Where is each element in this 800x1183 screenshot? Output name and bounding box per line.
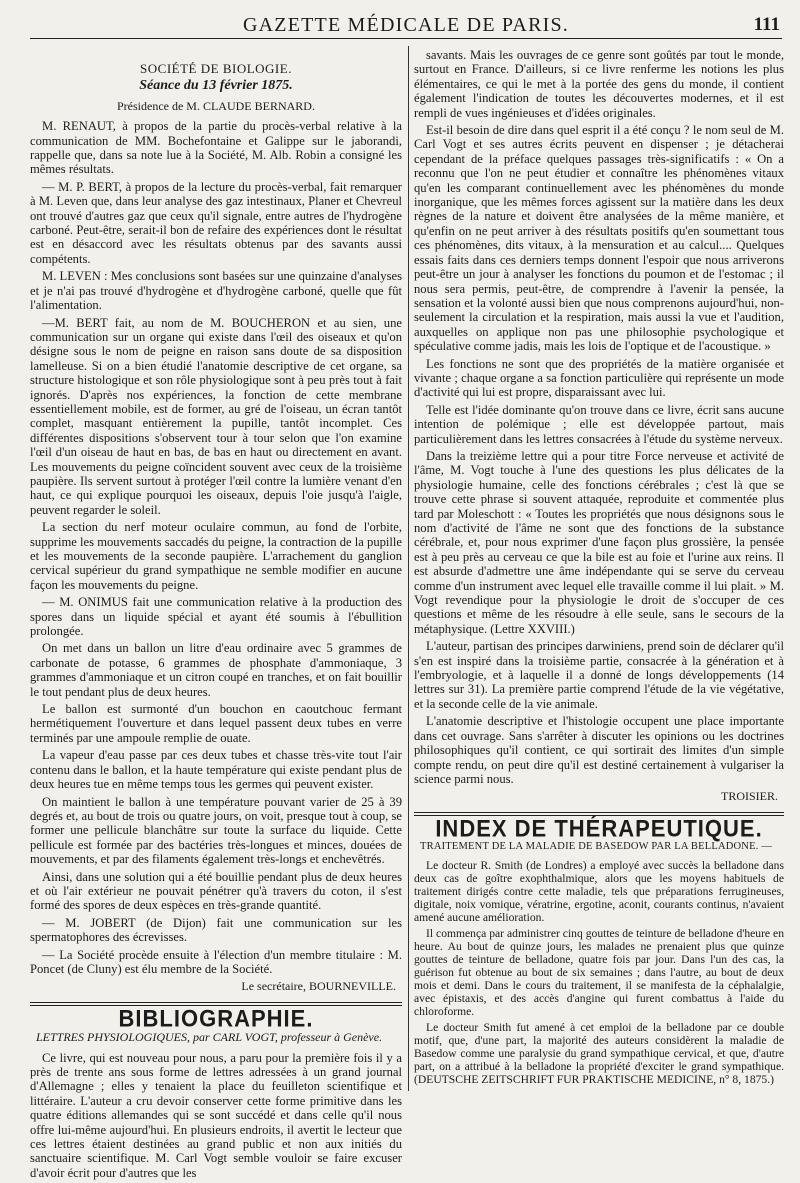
paragraph: L'auteur, partisan des principes darwiniens, prend soin de déclarer qu'il s'en est inspiré dans la troisième partie, consacrée à la génération et à l'embryologie, et à laquelle il a donné de longs développements (14 lettres sur 31). La première partie comprend l'étude de la vie végétative, et la seconde celle de la vie animale. — [414, 639, 784, 711]
paragraph: Dans la treizième lettre qui a pour titre Force nerveuse et activité de l'âme, M. Vogt touche à l'une des questions les plus délicates de la physiologie humaine, celle des fonctions cérébrales ; c'est là que se trouve cette phrase si souvent attaquée, reproduite et commentée plus tard par Moleschott : « Toutes les propriétés que nous désignons sous le nom d'activité de l'âme ne sont que des fonctions de la substance cérébrale, et, pour nous exprimer d'une façon plus grossière, la pensée est à peu près au cerveau ce que la bile est au foie et l'urine aux reins. Il est absurde d'admettre une âme indépendante qui se serve du cerveau comme d'un instrument avec lequel elle travaille comme il lui plait. » M. Vogt revendique pour la physiologie le droit de s'occuper de ces questions et même de les résoudre à elle seule, sans le secours de la métaphysique. (Lettre XXVIII.) — [414, 448, 784, 636]
paragraph: — La Société procède ensuite à l'élection d'un membre titulaire : M. Poncet (de Cluny) est élu membre de la Société. — [30, 947, 402, 976]
left-column — [30, 48, 402, 1183]
bibliography-heading: BIBLIOGRAPHIE. — [118, 1004, 314, 1032]
paragraph: — M. P. BERT, à propos de la lecture du procès-verbal, fait remarquer à M. Leven que, dans leur analyse des gaz intestinaux, Planer et Chevreul ont trouvé d'autres gaz que ceux qu'il signale, entre autres de l'hydrogène carboné. Peut-être, serait-il bon de refaire des expériences dont le résultat est en désaccord avec les résultats obtenus par des savants aussi compétents. — [30, 179, 402, 266]
paragraph: — M. JOBERT (de Dijon) fait une communication sur les spermatophores des écrevisses. — [30, 915, 402, 945]
bibliography-subtitle: LETTRES PHYSIOLOGIQUES, par CARL VOGT, professeur à Genève. — [36, 1030, 383, 1045]
presidency-line: Présidence de M. CLAUDE BERNARD. — [117, 98, 315, 113]
paragraph: Le docteur Smith fut amené à cet emploi de la belladone par ce double motif, que, d'une part, la majorité des auteurs considèrent la maladie de Basedow comme une paralysie du grand sympathique cervical, et que, d'autre part, on a attribué à la belladone la propriété d'exciter le grand sympathique. (DEUTSCHE ZEITSCHRIFT FUR PRAKTISCHE MEDICINE, n° 8, 1875.) — [414, 1020, 784, 1086]
index-subtitle: TRAITEMENT DE LA MALADIE DE BASEDOW PAR LA BELLADONE. — — [420, 841, 773, 853]
paragraph: Il commença par administrer cinq gouttes de teinture de belladone d'heure en heure. Au bout de quinze jours, les malades ne prenaient plus que quinze gouttes de teinture de belladone, quatre fois par jour. Dans l'un des cas, la guérison fut obtenue au bout de six semaines ; dans l'autre, au bout de deux mois et demi. Dans le cours du traitement, il se manifesta de la céphalalgie, avec épistaxis, et des accès d'angine qui furent combattus à l'aide du chloroforme. — [414, 926, 784, 1018]
paragraph: savants. Mais les ouvrages de ce genre sont goûtés par tout le monde, surtout en France. D'ailleurs, si ce livre renferme les notions les plus élémentaires, ce qui le met à la portée des gens du monde, il contient également l'indication de toutes les découvertes modernes, et il est rempli de vues ingénieuses et d'idées originales. — [414, 48, 784, 120]
masthead-title: GAZETTE MÉDICALE DE PARIS. — [242, 14, 569, 36]
paragraph: On met dans un ballon un litre d'eau ordinaire avec 5 grammes de carbonate de potasse, 6 grammes de phosphate d'ammoniaque, 3 grammes d'ammoniaque et un citron coupé en tranches, et on fait bouillir le tout pendant plus de deux heures. — [30, 641, 402, 699]
page-header — [30, 12, 782, 39]
paragraph: Telle est l'idée dominante qu'on trouve dans ce livre, écrit sans aucune intention de polémique ; elle est développée partout, mais particulièrement dans les lettres consacrées à l'étude du système nerveux. — [414, 402, 784, 446]
paragraph: On maintient le ballon à une température pouvant varier de 25 à 39 degrés et, au bout de trois ou quatre jours, on voit, presque tout à coup, se former une pellicule blanchâtre sur toute la surface du liquide. Cette pellicule est formée par des bactéries très-longues et minces, douées de mouvements, et par des filaments également très-longs et enchevêtrés. — [30, 794, 402, 867]
reviewer-signature: TROISIER. — [721, 789, 778, 804]
paragraph: Les fonctions ne sont que des propriétés de la matière organisée et vivante ; chaque organe a sa fonction particulière qui représente un mode d'activité qui lui est propre, disparaissant avec lui. — [414, 356, 784, 400]
paragraph: Le ballon est surmonté d'un bouchon en caoutchouc fermant hermétiquement l'ouverture et dans lequel passent deux tubes en verre terminés par une ampoule remplie de ouate. — [30, 702, 402, 745]
secretary-signature: Le secrétaire, BOURNEVILLE. — [241, 979, 396, 994]
section-title: SOCIÉTÉ DE BIOLOGIE. — [140, 61, 292, 76]
paragraph: Le docteur R. Smith (de Londres) a employé avec succès la belladone dans deux cas de goître exophthalmique, alors que les moyens habituels de traitement dirigés contre cette maladie, tels que préparations ferrugineuses, digitale, noix vomique, vératrine, ergotine, aconit, courants continus, n'avaient amené aucune amélioration. — [414, 858, 784, 924]
page-number: 111 — [753, 14, 780, 35]
paragraph: La vapeur d'eau passe par ces deux tubes et chasse très-vite tout l'air contenu dans le ballon, et la haute température qui existe pendant plus de deux heures tue en même temps tous les germes qui peuvent exister. — [30, 748, 402, 792]
column-divider — [408, 46, 409, 1091]
index-body — [414, 859, 784, 1086]
paragraph: La section du nerf moteur oculaire commun, au fond de l'orbite, supprime les mouvements saccadés du peigne, la contraction de la pupille et les mouvements de la seconde paupière. L'arrachement du ganglion cervical supérieur du grand sympathique ne semble modifier en aucune façon les mouvements du peigne. — [30, 520, 402, 592]
paragraph: M. RENAUT, à propos de la partie du procès-verbal relative à la communication de MM. Bochefontaine et Galippe sur le jaborandi, rappelle que, dans sa note lue à la Société, M. Alb. Robin a consigné les mêmes résultats. — [30, 119, 402, 177]
paragraph: —M. BERT fait, au nom de M. BOUCHERON et au sien, une communication sur un organe qui existe dans l'œil des oiseaux et qu'on désigne sous le nom de peigne en raison sans doute de sa disposition lamelleuse. Si on a bien étudié l'anatomie descriptive de cet organe, sa structure histologique et son rôle physiologique sont à peu près tout à fait ignorés. D'après nos expériences, la fonction de cette membrane essentiellement mobile, est de former, au gré de l'oiseau, un écran tantôt complet, masquant entièrement la pupille, tantôt incomplet. Ces différentes dispositions s'observent tour à tour selon que l'on examine l'œil d'un oiseau de haut en bas, de bas en haut ou directement en avant. Les mouvements du peigne coïncident souvent avec ceux de la troisième paupière. Ils servent surtout à protéger l'œil contre la lumière venant d'en haut, ce qui explique pourquoi les oiseaux, depuis l'oie jusqu'à l'aigle, peuvent regarder le soleil. — [30, 315, 402, 517]
index-heading: INDEX DE THÉRAPEUTIQUE. — [435, 814, 763, 842]
paragraph: Est-il besoin de dire dans quel esprit il a été conçu ? le nom seul de M. Carl Vogt et ses autres écrits peuvent en dispenser ; je détacherai cependant de la préface quelques passages très-significatifs : « On a reconnu que l'on ne peut étudier et connaître les phénomènes vitaux qu'en les comparant continuellement avec les phénomènes du monde inorganique, que les mêmes forces agissent sur la matière dans les deux règnes de la nature et doivent être analysées de la même manière, et qu'enfin on ne peut arriver à des résultats positifs qu'en soumettant tous ces phénomènes, dits vitaux, à la mensuration et au calcul.... Quelques essais faits dans ces derniers temps donnent l'espoir que nous arriverons peut-être un jour à analyser les fonctions du poumon et de l'estomac ; il nous sera permis, peut-être, de comprendre à l'avenir la pensée, la sensation et la volonté aussi bien que nous comprenons aujourd'hui, non-seulement la circulation et la respiration, mais aussi la vue et l'audition, auxquelles on applique non pas une philosophie psychologique et spéculative comme jadis, mais les lois de l'optique et de l'acoustique. » — [414, 123, 784, 354]
paragraph: L'anatomie descriptive et l'histologie occupent une place importante dans cet ouvrage. Sans s'arrêter à discuter les opinions ou les doctrines philosophiques qu'il contient, ce qui sortirait des limites d'un simple compte rendu, on peut dire qu'il est destiné certainement à vulgariser la science parmi nous. — [414, 714, 784, 786]
right-column — [414, 48, 784, 1089]
paragraph: M. LEVEN : Mes conclusions sont basées sur une quinzaine d'analyses et je n'ai pas trouvé d'hydrogène et d'hydrogène carboné, quelle que fût l'alimentation. — [30, 269, 402, 313]
paragraph: — M. ONIMUS fait une communication relative à la production des spores dans un liquide spécial et ayant été soumis à l'ébullition prolongée. — [30, 595, 402, 639]
paragraph: Ce livre, qui est nouveau pour nous, a paru pour la première fois il y a près de trente ans sous forme de lettres adressées à un grand journal d'Allemagne ; elles y tenaient la place du feuilleton scientifique et littéraire. L'auteur a cru devoir conserver cette forme primitive dans les quatre éditions allemandes qui se sont succédé et dans celle qu'il nous offre lui-même aujourd'hui. En plusieurs endroits, il avertit le lecteur que ces lettres étaient destinées au grand public et non aux initiés du sanctuaire scientifique. M. Carl Vogt semble vouloir se faire excuser d'avoir écrit pour d'autres que les — [30, 1050, 402, 1180]
session-date: Séance du 13 février 1875. — [139, 78, 293, 94]
paragraph: Ainsi, dans une solution qui a été bouillie pendant plus de deux heures et où l'air extérieur ne pouvait pénétrer qu'à travers du coton, il s'est formé des spores de deux espèces en très-grande quantité. — [30, 869, 402, 913]
